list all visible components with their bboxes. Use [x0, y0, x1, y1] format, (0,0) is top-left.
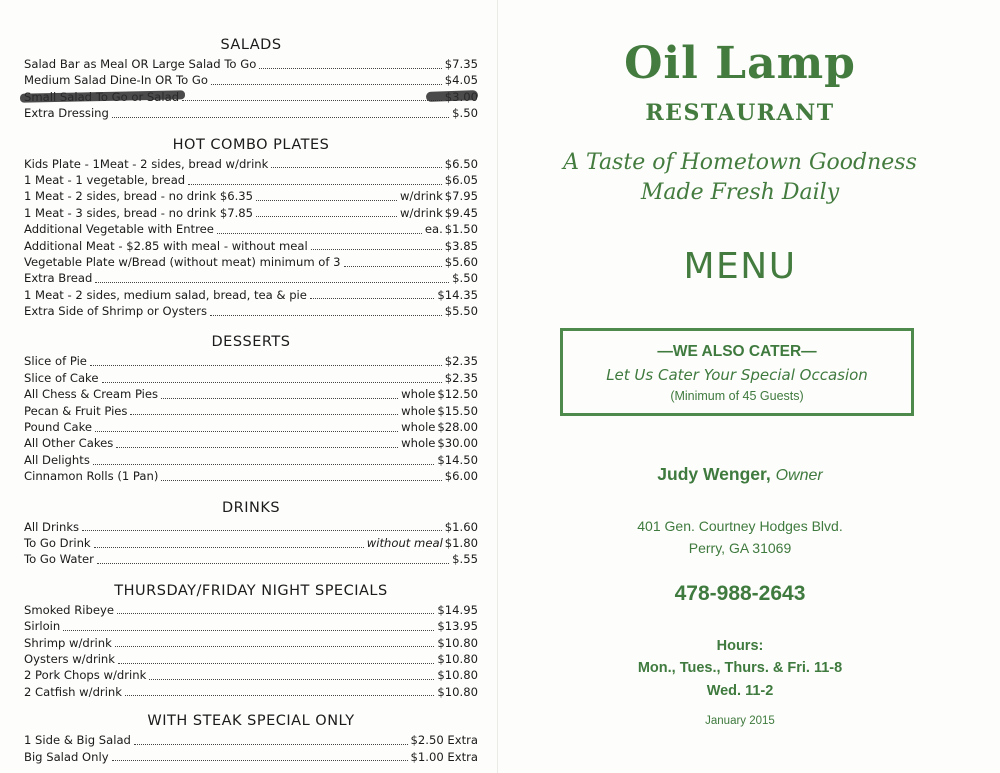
dot-leader [118, 663, 434, 664]
section-title: THURSDAY/FRIDAY NIGHT SPECIALS [114, 582, 388, 599]
dot-leader [112, 117, 449, 118]
menu-item-name: To Go Water [24, 552, 94, 567]
menu-item-row [24, 254, 478, 270]
dot-leader [116, 447, 398, 448]
menu-item-row [24, 618, 478, 634]
menu-item-price: $13.95 [437, 619, 478, 634]
menu-item-row [24, 156, 478, 172]
section-gap [24, 568, 478, 580]
section-gap [24, 122, 478, 134]
page-fold [497, 0, 498, 773]
menu-item-row [24, 56, 478, 72]
menu-item-price: $14.35 [437, 287, 478, 302]
menu-item-price: $5.60 [444, 254, 478, 269]
section-gap [24, 700, 478, 710]
section-gap [24, 485, 478, 497]
dot-leader [90, 365, 442, 366]
menu-item-name: Additional Vegetable with Entree [24, 222, 214, 237]
restaurant-subtitle: RESTAURANT [645, 100, 835, 126]
menu-item-name: Oysters w/drink [24, 651, 115, 666]
menu-item-name: Medium Salad Dine-In OR To Go [24, 73, 208, 88]
menu-item-price: $2.50 Extra [410, 733, 478, 748]
menu-item-row [24, 303, 478, 319]
hours-line-1: Mon., Tues., Thurs. & Fri. 11-8 [637, 660, 843, 676]
menu-item-note: ea. [424, 222, 443, 237]
menu-item-row [24, 105, 478, 121]
menu-item-price: $10.80 [437, 651, 478, 666]
menu-item-row [24, 419, 478, 435]
dot-leader [97, 563, 449, 564]
menu-item-price: $9.45 [444, 205, 478, 220]
menu-date: January 2015 [705, 715, 775, 727]
menu-item-price: $15.50 [437, 403, 478, 418]
menu-item-price: $1.00 Extra [410, 749, 478, 764]
dot-leader [149, 679, 434, 680]
menu-item-name: To Go Drink [24, 535, 91, 550]
menu-item-name: 1 Meat - 2 sides, bread - no drink $6.35 [24, 189, 254, 204]
menu-item-name: Extra Side of Shrimp or Oysters [24, 304, 207, 319]
menu-item-name: Big Salad Only [24, 749, 109, 764]
menu-item-price: $14.95 [437, 602, 478, 617]
menu-item-price: $1.60 [444, 519, 478, 534]
menu-item-price: $10.80 [437, 635, 478, 650]
menu-item-row [24, 205, 478, 221]
section-gap [24, 319, 478, 331]
owner-role: Owner [775, 467, 823, 484]
menu-item-name: All Drinks [24, 519, 80, 534]
menu-item-price: $1.80 [444, 535, 478, 550]
menu-item-row [24, 551, 478, 567]
menu-item-name: All Chess & Cream Pies [24, 387, 159, 402]
dot-leader [112, 760, 408, 761]
menu-item-price: $6.05 [444, 172, 478, 187]
menu-item-row [24, 732, 478, 748]
menu-item-row [24, 452, 478, 468]
menu-item-row [24, 667, 478, 683]
menu-item-row [24, 270, 478, 286]
menu-item-row [24, 172, 478, 188]
catering-line: Let Us Cater Your Special Occasion [606, 366, 868, 384]
menu-item-row [24, 749, 478, 765]
menu-item-note: w/drink [399, 205, 443, 220]
menu-item-price: $30.00 [437, 436, 478, 451]
dot-leader [256, 200, 397, 201]
menu-item-note: whole [401, 436, 436, 451]
menu-item-name: Shrimp w/drink [24, 635, 112, 650]
menu-item-note: without meal [366, 535, 443, 550]
catering-title: —WE ALSO CATER— [657, 343, 817, 360]
strikethrough-mark [426, 90, 478, 102]
menu-item-price: $1.50 [444, 222, 478, 237]
menu-item-row [24, 287, 478, 303]
dot-leader [161, 398, 398, 399]
menu-item-row [24, 370, 478, 386]
dot-leader [130, 414, 398, 415]
menu-item-row [24, 651, 478, 667]
dot-leader [117, 613, 434, 614]
menu-item-row [24, 535, 478, 551]
menu-item-name: Extra Bread [24, 271, 93, 286]
menu-item-name: Slice of Pie [24, 354, 87, 369]
dot-leader [125, 695, 434, 696]
menu-item-row [24, 72, 478, 88]
dot-leader [259, 68, 442, 69]
menu-item-row [24, 188, 478, 204]
menu-item-price: $10.80 [437, 684, 478, 699]
menu-item-row [24, 684, 478, 700]
menu-item-price: $.55 [452, 552, 478, 567]
section-title: HOT COMBO PLATES [172, 136, 330, 153]
dot-leader [217, 233, 422, 234]
dot-leader [256, 216, 397, 217]
menu-item-price: $3.85 [444, 238, 478, 253]
menu-item-name: Vegetable Plate w/Bread (without meat) minimum of 3 [24, 254, 341, 269]
owner-line [540, 464, 940, 485]
menu-item-price: $.50 [452, 271, 478, 286]
tagline-line-1: A Taste of Hometown Goodness [563, 150, 917, 175]
dot-leader [63, 630, 434, 631]
address-line-2: Perry, GA 31069 [688, 540, 792, 556]
menu-item-name: Pecan & Fruit Pies [24, 403, 128, 418]
dot-leader [161, 480, 441, 481]
section-title: WITH STEAK SPECIAL ONLY [147, 713, 355, 730]
dot-leader [188, 184, 442, 185]
menu-item-name: Salad Bar as Meal OR Large Salad To Go [24, 57, 257, 71]
catering-box [560, 328, 914, 416]
section-title: DRINKS [221, 499, 281, 516]
menu-item-name: 1 Meat - 3 sides, bread - no drink $7.85 [24, 205, 254, 220]
menu-item-row [24, 403, 478, 419]
dot-leader [102, 382, 442, 383]
menu-item-price: $4.05 [444, 73, 478, 88]
menu-item-name: 1 Meat - 1 vegetable, bread [24, 172, 186, 187]
dot-leader [310, 298, 435, 299]
dot-leader [82, 530, 442, 531]
catering-minimum: (Minimum of 45 Guests) [670, 389, 804, 403]
dot-leader [211, 84, 442, 85]
menu-item-price: $28.00 [437, 420, 478, 435]
menu-item-row [24, 221, 478, 237]
menu-item-row [24, 635, 478, 651]
menu-item-row [24, 602, 478, 618]
menu-item-price: $12.50 [437, 387, 478, 402]
menu-item-name: 2 Pork Chops w/drink [24, 668, 147, 683]
menu-item-row [24, 435, 478, 451]
menu-item-price: $2.35 [444, 354, 478, 369]
menu-item-row [24, 386, 478, 402]
menu-item-name: All Other Cakes [24, 436, 114, 451]
menu-item-name: Smoked Ribeye [24, 602, 114, 617]
menu-item-note: whole [401, 420, 436, 435]
menu-item-price: $10.80 [437, 668, 478, 683]
menu-item-price: $7.35 [444, 57, 478, 71]
menu-item-name: Extra Dressing [24, 106, 109, 121]
menu-item-row [24, 238, 478, 254]
menu-item-price: $.50 [452, 106, 478, 121]
menu-item-name: 1 Meat - 2 sides, medium salad, bread, tea & pie [24, 287, 307, 302]
menu-item-name: Slice of Cake [24, 370, 99, 385]
menu-item-name: 1 Side & Big Salad [24, 733, 131, 748]
menu-item-price: $7.95 [444, 189, 478, 204]
dot-leader [94, 547, 364, 548]
menu-item-price: $6.00 [444, 469, 478, 484]
restaurant-name: Oil Lamp [624, 38, 856, 89]
menu-item-row [24, 519, 478, 535]
menu-item-price: $14.50 [437, 452, 478, 467]
dot-leader [344, 266, 442, 267]
menu-item-name: Pound Cake [24, 420, 93, 435]
menu-item-name: All Delights [24, 452, 90, 467]
menu-item-price: $6.50 [444, 156, 478, 171]
menu-item-name: Kids Plate - 1Meat - 2 sides, bread w/drink [24, 156, 269, 171]
menu-item-row [24, 468, 478, 484]
owner-name: Judy Wenger, [657, 464, 771, 484]
dot-leader [95, 431, 398, 432]
hours-label: Hours: [716, 638, 764, 654]
section-title: DESSERTS [211, 334, 291, 351]
address-line-1: 401 Gen. Courtney Hodges Blvd. [637, 518, 843, 534]
hours-line-2: Wed. 11-2 [706, 683, 774, 699]
dot-leader [182, 100, 442, 101]
phone-number: 478-988-2643 [674, 582, 806, 605]
section-title: SALADS [220, 37, 282, 53]
dot-leader [271, 167, 441, 168]
menu-item-name: Sirloin [24, 619, 61, 634]
dot-leader [311, 249, 442, 250]
dot-leader [210, 315, 442, 316]
menu-item-price: $5.50 [444, 304, 478, 319]
menu-item-name: Cinnamon Rolls (1 Pan) [24, 469, 159, 484]
menu-item-note: whole [401, 387, 436, 402]
tagline-line-2: Made Fresh Daily [640, 180, 840, 205]
menu-item-row [24, 353, 478, 369]
dot-leader [95, 282, 449, 283]
menu-item-note: w/drink [399, 189, 443, 204]
menu-item-name: 2 Catfish w/drink [24, 684, 122, 699]
dot-leader [115, 646, 435, 647]
menu-price-list [24, 34, 478, 765]
menu-item-name: Additional Meat - $2.85 with meal - without meal [24, 238, 308, 253]
menu-item-row [24, 89, 478, 105]
menu-heading: MENU [683, 246, 797, 287]
menu-item-note: whole [401, 403, 436, 418]
dot-leader [93, 464, 435, 465]
dot-leader [134, 744, 408, 745]
menu-item-price: $2.35 [444, 370, 478, 385]
